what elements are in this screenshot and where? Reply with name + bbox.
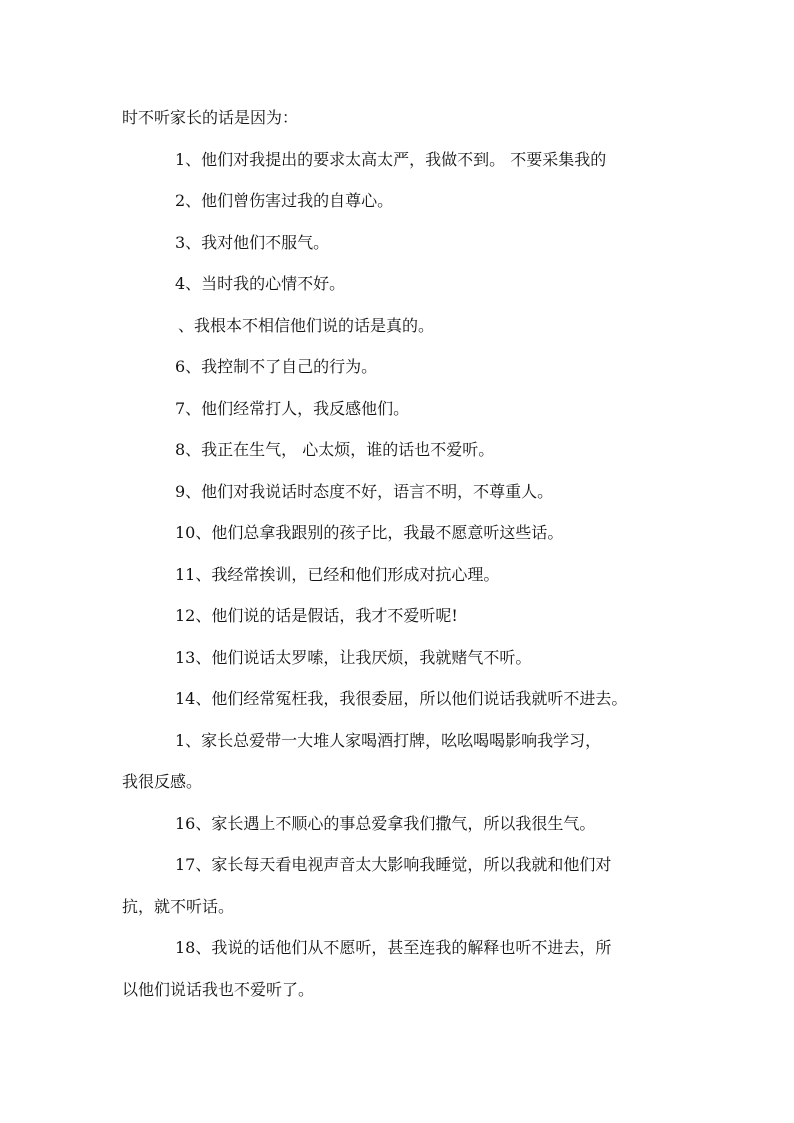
- list-item-2: 2、他们曾伤害过我的自尊心。: [175, 191, 394, 210]
- list-item-1: 1、他们对我提出的要求太高太严，我做不到。 不要采集我的: [175, 149, 607, 169]
- intro-line: 时不听家长的话是因为：: [122, 108, 299, 127]
- document-body: [122, 97, 702, 1010]
- list-item-16: 16、家长遇上不顺心的事总爱拿我们撒气，所以我很生气。: [175, 813, 596, 833]
- continuation-line: 抗，就不听话。: [122, 896, 235, 916]
- list-item-3: 3、我对他们不服气。: [175, 232, 330, 252]
- list-item-10: 10、他们总拿我跟别的孩子比，我最不愿意听这些话。: [175, 523, 564, 542]
- list-item-15: 1、家长总爱带一大堆人家喝酒打牌，吆吆喝喝影响我学习，: [175, 730, 602, 750]
- list-item-7: 7、他们经常打人，我反感他们。: [175, 398, 410, 418]
- list-item-8: 8、我正在生气， 心太烦，谁的话也不爱听。: [175, 440, 495, 459]
- continuation-line: 以他们说话我也不爱听了。: [122, 979, 315, 999]
- list-item-5: 、我根本不相信他们说的话是真的。: [178, 315, 435, 335]
- list-item-18: 18、我说的话他们从不愿听，甚至连我的解释也听不进去，所: [175, 938, 612, 957]
- list-item-12: 12、他们说的话是假话，我才不爱听呢!: [175, 606, 458, 625]
- list-item-13: 13、他们说话太罗嗦，让我厌烦，我就赌气不听。: [175, 647, 532, 667]
- list-item-6: 6、我控制不了自己的行为。: [175, 357, 378, 376]
- list-item-14: 14、他们经常冤枉我，我很委屈，所以他们说话我就听不进去。: [175, 689, 628, 708]
- list-item-9: 9、他们对我说话时态度不好，语言不明，不尊重人。: [175, 481, 554, 501]
- list-item-17: 17、家长每天看电视声音太大影响我睡觉，所以我就和他们对: [175, 855, 612, 874]
- list-item-4: 4、当时我的心情不好。: [175, 274, 346, 293]
- continuation-line: 我很反感。: [122, 772, 203, 791]
- list-item-11: 11、我经常挨训，已经和他们形成对抗心理。: [175, 564, 500, 584]
